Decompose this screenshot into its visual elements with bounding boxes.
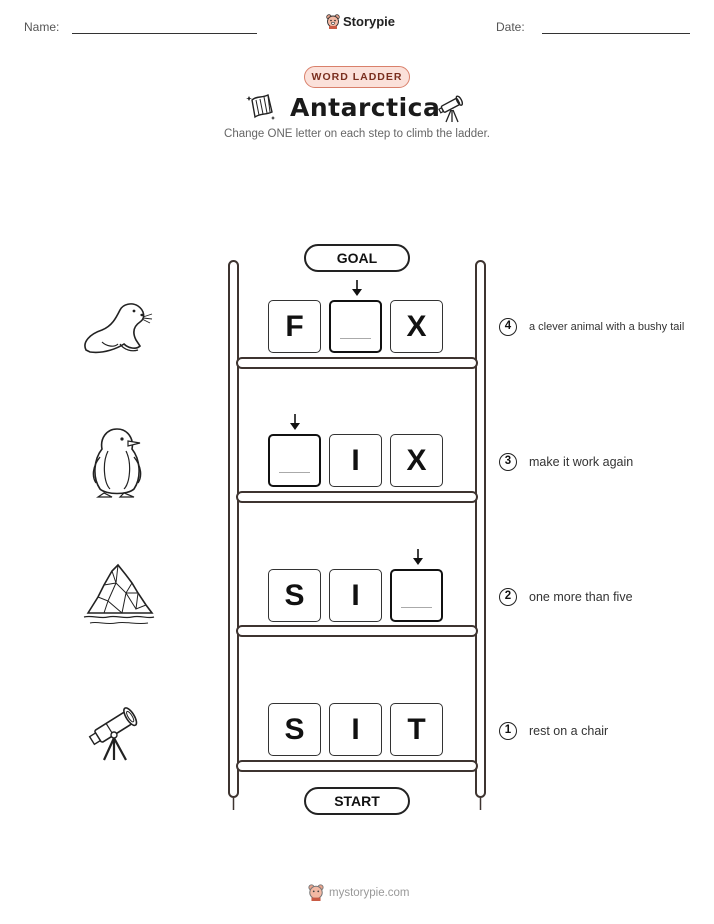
step-number: 1 bbox=[499, 722, 517, 740]
clue-text: one more than five bbox=[529, 590, 633, 604]
arrow-down-icon bbox=[351, 280, 363, 297]
clue-text: rest on a chair bbox=[529, 724, 609, 738]
letter-tile: I bbox=[329, 569, 382, 622]
letter-tile: X bbox=[390, 434, 443, 487]
footer bbox=[308, 884, 410, 901]
bear-icon bbox=[308, 884, 324, 901]
letter-tile: I bbox=[329, 703, 382, 756]
step-number: 2 bbox=[499, 588, 517, 606]
blank-letter-tile[interactable] bbox=[268, 434, 321, 487]
bear-icon bbox=[326, 14, 340, 29]
clue-text: a clever animal with a bushy tail bbox=[529, 321, 685, 333]
blank-letter-tile[interactable] bbox=[390, 569, 443, 622]
telescope-icon bbox=[84, 697, 154, 763]
step-number: 3 bbox=[499, 453, 517, 471]
clue-text: make it work again bbox=[529, 455, 634, 469]
letter-tile: S bbox=[268, 569, 321, 622]
name-label: Name: bbox=[24, 20, 60, 34]
brand-name: Storypie bbox=[343, 14, 396, 29]
page-title: Antarctica bbox=[290, 93, 441, 122]
letter-tile: S bbox=[268, 703, 321, 756]
arrow-down-icon bbox=[289, 414, 301, 431]
letter-tile: T bbox=[390, 703, 443, 756]
penguin-icon bbox=[88, 425, 146, 499]
seal-icon bbox=[80, 298, 154, 356]
arrow-down-icon bbox=[412, 549, 424, 566]
start-label: START bbox=[304, 787, 410, 815]
date-line[interactable] bbox=[542, 33, 690, 34]
letter-tile: X bbox=[390, 300, 443, 353]
aurora-icon bbox=[246, 92, 278, 124]
iceberg-icon bbox=[82, 563, 156, 629]
step-number: 4 bbox=[499, 318, 517, 336]
blank-letter-tile[interactable] bbox=[329, 300, 382, 353]
name-line[interactable] bbox=[72, 33, 257, 34]
goal-label: GOAL bbox=[304, 244, 410, 272]
letter-tile: I bbox=[329, 434, 382, 487]
letter-tile: F bbox=[268, 300, 321, 353]
brand-logo bbox=[326, 14, 395, 29]
worksheet-badge: WORD LADDER bbox=[304, 66, 410, 88]
date-label: Date: bbox=[496, 20, 525, 34]
footer-site[interactable]: mystorypie.com bbox=[329, 886, 410, 899]
page-subtitle: Change ONE letter on each step to climb the ladder. bbox=[224, 128, 490, 140]
telescope-icon bbox=[436, 92, 468, 124]
